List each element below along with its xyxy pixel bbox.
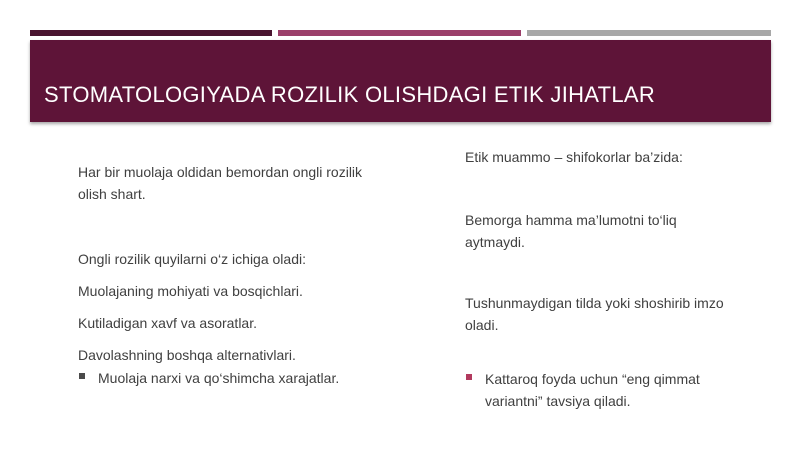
intro-text: Har bir muolaja oldidan bemordan ongli rozilik olish shart.	[78, 164, 363, 202]
consent-item-3: Davolashning boshqa alternativlari.	[78, 347, 296, 363]
bullet-square-icon	[79, 373, 85, 379]
bullet-square-icon	[466, 374, 472, 380]
consent-item-2: Kutiladigan xavf va asoratlar.	[78, 315, 257, 331]
title-band	[30, 40, 771, 122]
consent-heading: Ongli rozilik quyilarni o‘z ichiga oladi:	[78, 251, 306, 267]
accent-bar-2	[278, 30, 521, 36]
bullet-text-right: Kattaroq foyda uchun “eng qimmat variantni” tavsiya qiladi.	[485, 371, 700, 409]
ethics-item-1: Bemorga hamma ma’lumotni to‘liq aytmaydi.	[465, 212, 677, 250]
consent-item-1: Muolajaning mohiyati va bosqichlari.	[78, 283, 303, 299]
bullet-text-left: Muolaja narxi va qo‘shimcha xarajatlar.	[98, 370, 340, 386]
bullet-item-left	[78, 367, 378, 389]
accent-bar-1	[30, 30, 272, 36]
ethics-item-2: Tushunmaydigan tilda yoki shoshirib imzo oladi.	[465, 295, 724, 333]
accent-bar-3	[527, 30, 771, 36]
bullet-item-right	[465, 368, 740, 412]
ethics-heading: Etik muammo – shifokorlar ba’zida:	[465, 149, 683, 165]
slide-title: STOMATOLOGIYADA ROZILIK OLISHDAGI ETIK JIHATLAR	[44, 82, 656, 107]
